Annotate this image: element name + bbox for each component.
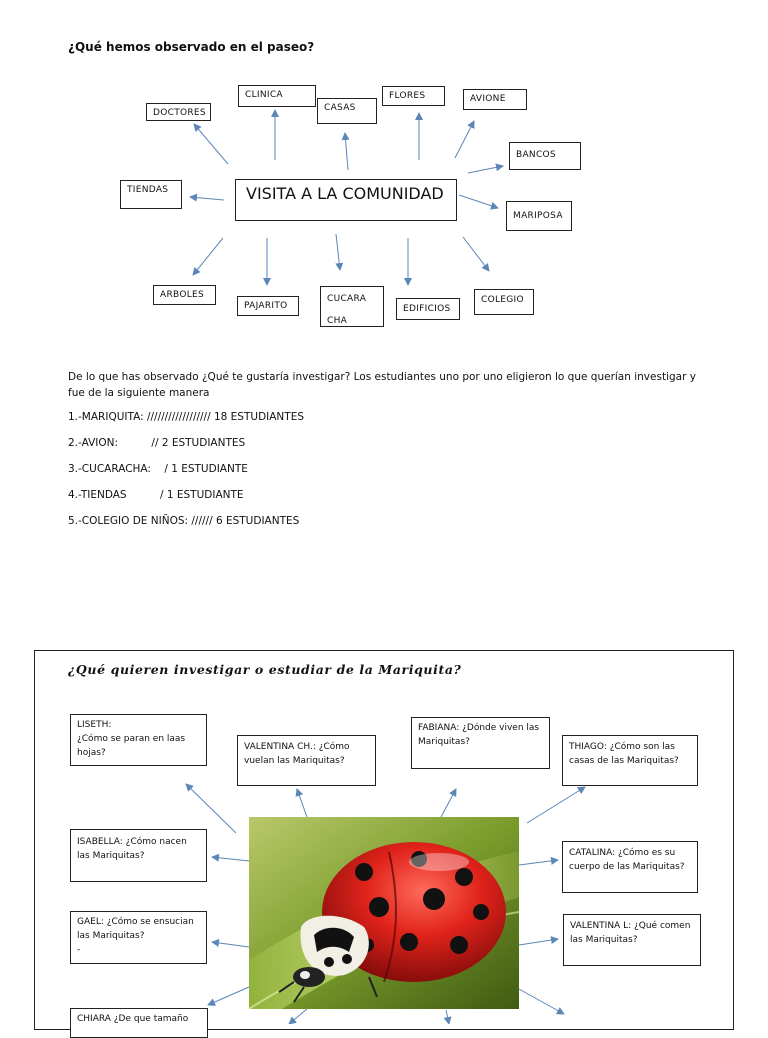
section2-title: ¿Qué quieren investigar o estudiar de la Mariquita? — [68, 662, 462, 677]
arrow-arboles — [193, 238, 223, 275]
arrow-colegio — [463, 237, 489, 271]
arrow-bancos — [468, 166, 503, 173]
node-casas: CASAS — [317, 98, 377, 124]
question-fabiana: FABIANA: ¿Dónde viven las Mariquitas? — [411, 717, 550, 769]
question-liseth: LISETH: ¿Cómo se paran en laas hojas? — [70, 714, 207, 766]
intro-paragraph: De lo que has observado ¿Qué te gustaría investigar? Los estudiantes uno por uno eligieron lo que querían investigar y fue de la siguiente manera — [68, 371, 696, 399]
node-pajarito: PAJARITO — [237, 296, 299, 316]
page-heading: ¿Qué hemos observado en el paseo? — [68, 40, 315, 54]
ladybug-photo — [249, 817, 519, 1009]
tally-item-4: 4.-TIENDAS / 1 ESTUDIANTE — [68, 489, 244, 501]
node-cucaracha — [320, 286, 384, 327]
node-cucaracha-line1: CUCARA — [327, 294, 367, 304]
question-thiago: THIAGO: ¿Cómo son las casas de las Mariquitas? — [562, 735, 698, 786]
center-node-visita: VISITA A LA COMUNIDAD — [235, 179, 457, 221]
tally-item-1: 1.-MARIQUITA: ////////////////// 18 ESTUDIANTES — [68, 411, 305, 423]
node-avione: AVIONE — [463, 89, 527, 110]
tally-item-2: 2.-AVION: // 2 ESTUDIANTES — [68, 437, 246, 449]
arrow-tiendas — [190, 197, 224, 200]
question-valentina-l: VALENTINA L: ¿Qué comen las Mariquitas? — [563, 914, 701, 966]
node-edificios: EDIFICIOS — [396, 298, 460, 320]
arrow-cucaracha — [336, 234, 340, 270]
node-tiendas: TIENDAS — [120, 180, 182, 209]
node-mariposa: MARIPOSA — [506, 201, 572, 231]
tally-item-3: 3.-CUCARACHA: / 1 ESTUDIANTE — [68, 463, 248, 475]
question-chiara: CHIARA ¿De que tamaño — [70, 1008, 208, 1038]
question-valentina-ch: VALENTINA CH.: ¿Cómo vuelan las Mariquitas? — [237, 735, 376, 786]
node-bancos: BANCOS — [509, 142, 581, 170]
node-flores: FLORES — [382, 86, 445, 106]
node-cucaracha-line2: CHA — [327, 316, 348, 326]
arrow-mariposa — [459, 195, 498, 208]
arrow-casas — [345, 133, 348, 170]
question-catalina: CATALINA: ¿Cómo es su cuerpo de las Mariquitas? — [562, 841, 698, 893]
node-clinica: CLINICA — [238, 85, 316, 107]
question-isabella: ISABELLA: ¿Cómo nacen las Mariquitas? — [70, 829, 207, 882]
arrow-avione — [455, 121, 474, 158]
node-doctores: DOCTORES — [146, 103, 211, 121]
tally-item-5: 5.-COLEGIO DE NIÑOS: ////// 6 ESTUDIANTES — [68, 515, 300, 527]
question-gael: GAEL: ¿Cómo se ensucian las Mariquitas? - — [70, 911, 207, 964]
node-arboles: ARBOLES — [153, 285, 216, 305]
node-colegio: COLEGIO — [474, 289, 534, 315]
arrow-doctores — [194, 124, 228, 164]
